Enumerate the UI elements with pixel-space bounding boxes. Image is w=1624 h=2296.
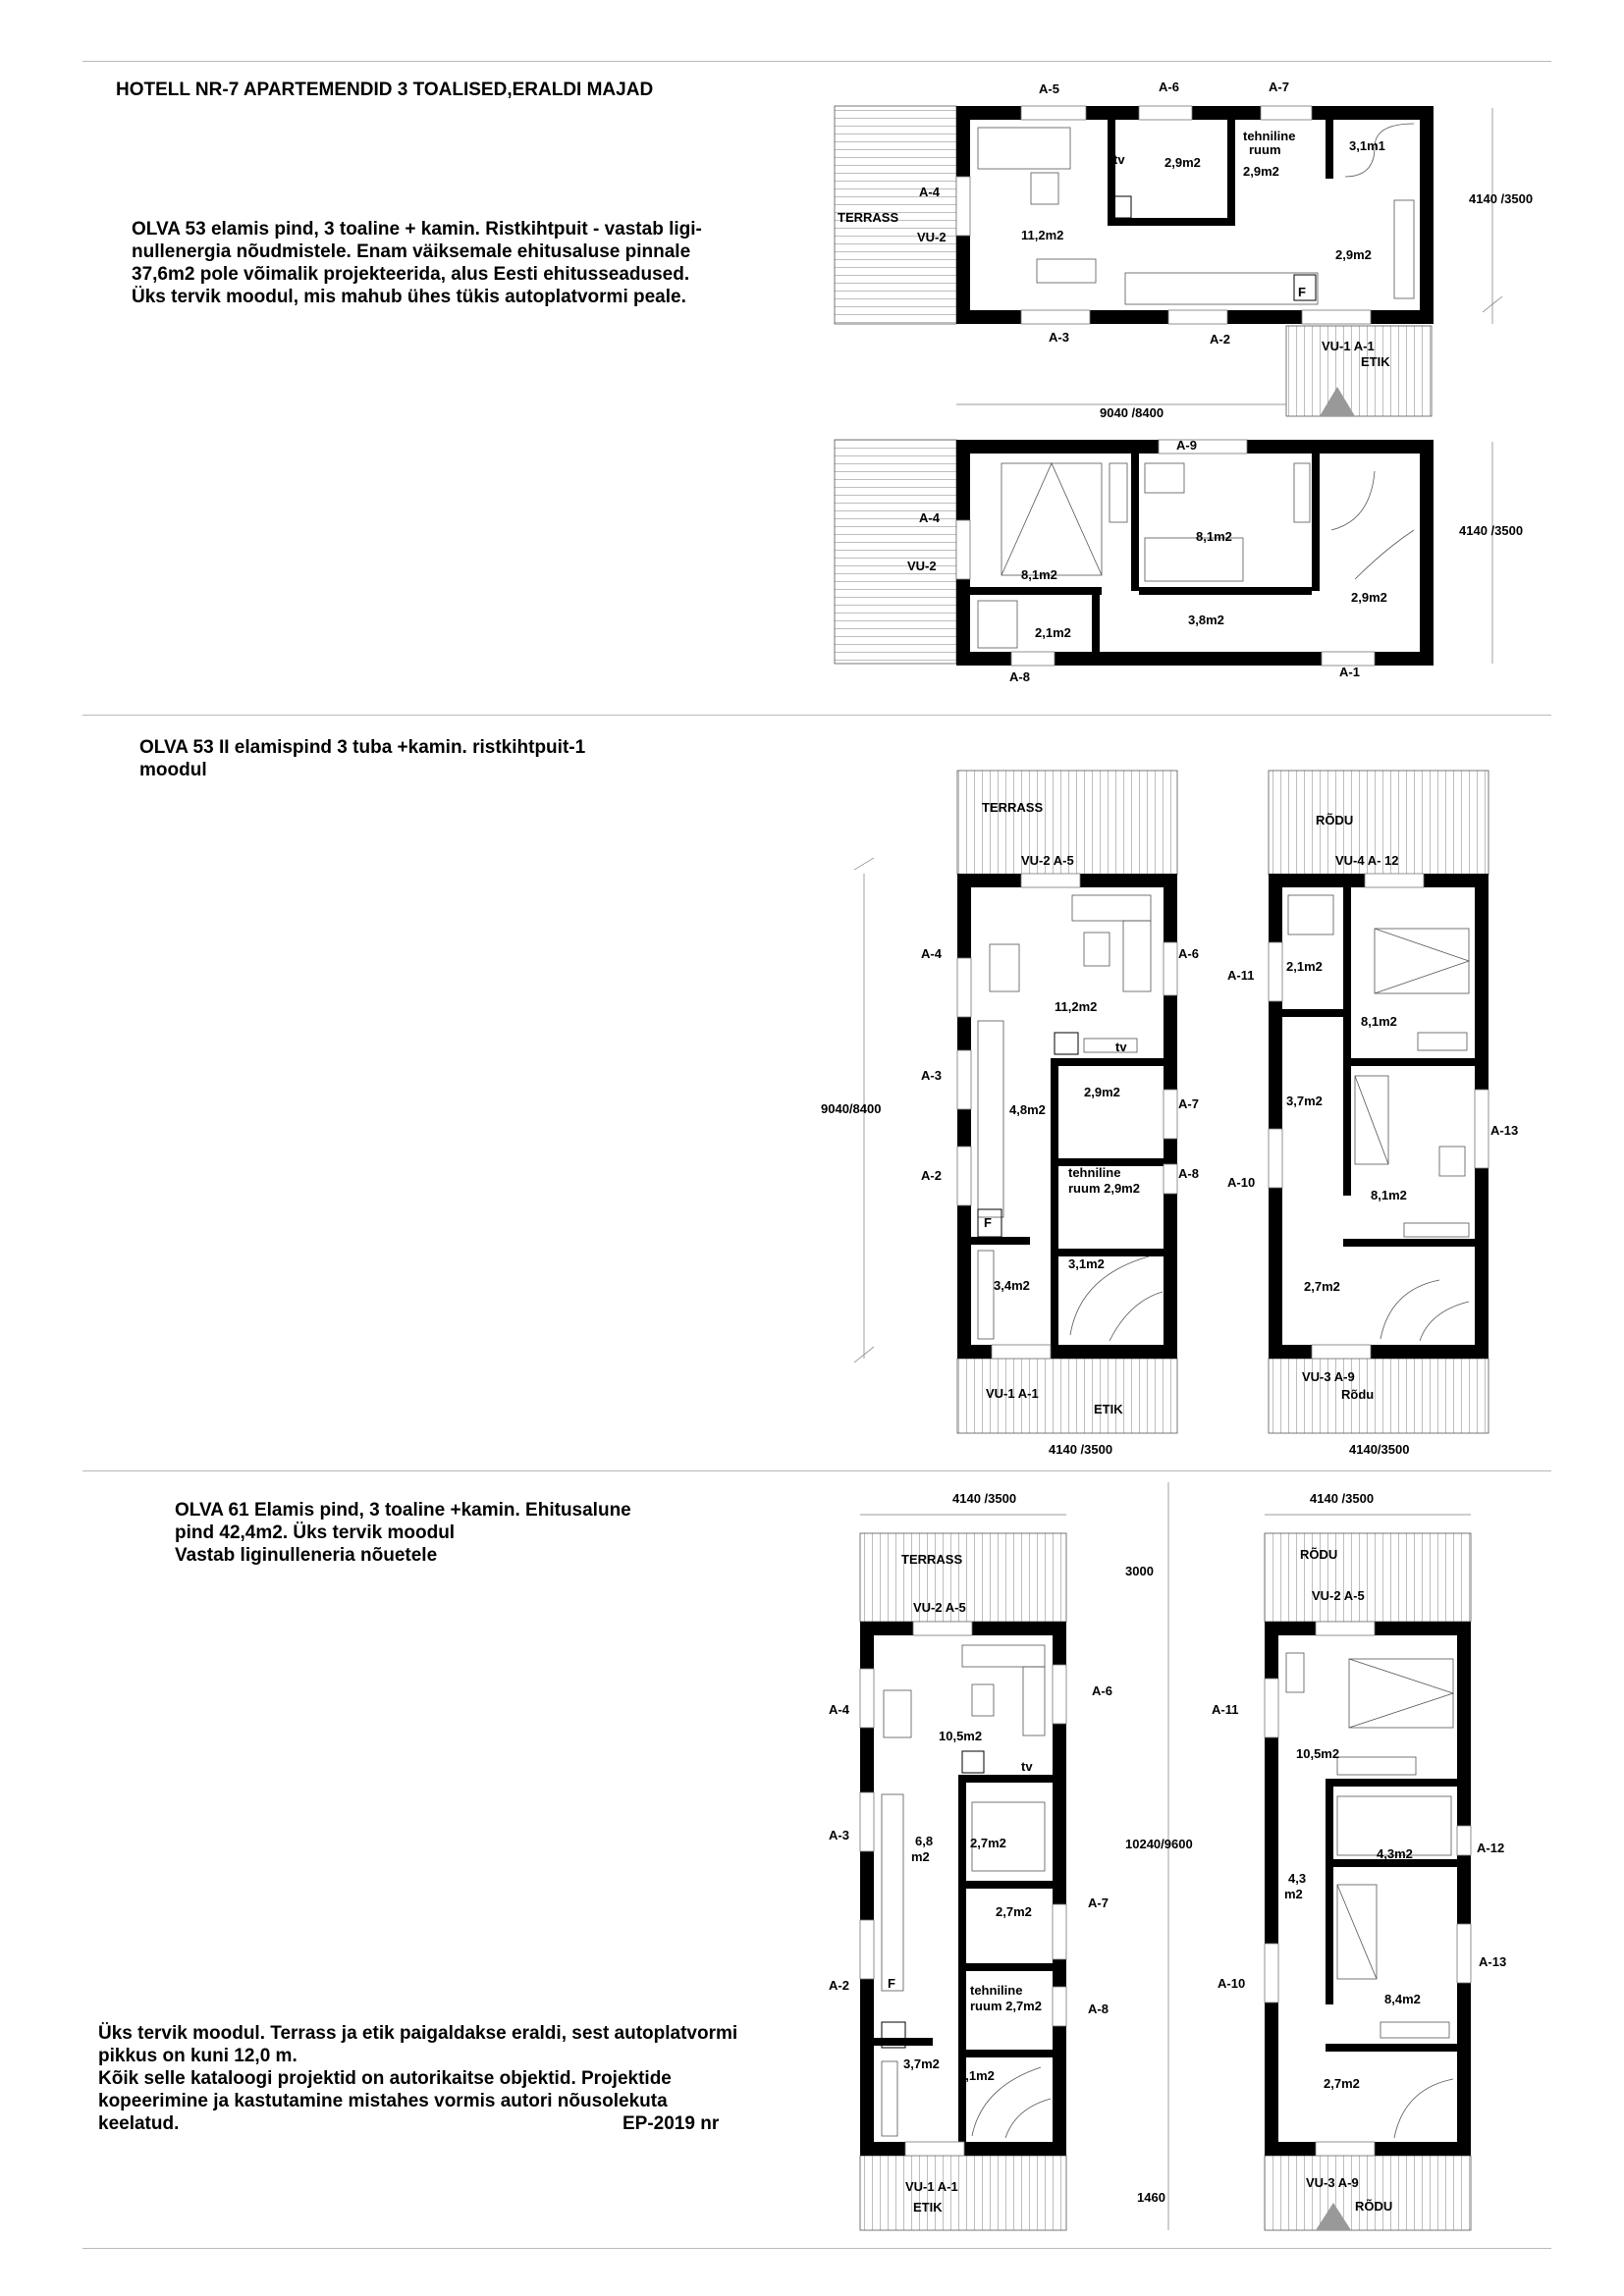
label-a12-6: A-12	[1477, 1841, 1505, 1855]
label-a4-5: A-4	[829, 1702, 849, 1717]
area-bath-2: 2,1m2	[1035, 625, 1071, 640]
area-hall-4: 3,7m2	[1286, 1094, 1323, 1108]
area-technical: 2,9m2	[1243, 164, 1279, 179]
label-a7: A-7	[1269, 80, 1289, 94]
area-stairs-6: 2,7m2	[1324, 2076, 1360, 2091]
label-vu1-a1-3: VU-1 A-1	[986, 1386, 1039, 1401]
label-a4-2: A-4	[919, 510, 940, 525]
area-living-5: 10,5m2	[939, 1729, 983, 1743]
area-hall-6a: 4,3	[1288, 1871, 1307, 1886]
dim-length-5: 10240/9600	[1125, 1837, 1193, 1851]
area-bedroom-2: 8,1m2	[1196, 529, 1232, 544]
label-a8: A-8	[1009, 669, 1030, 684]
label-tehniline-3: tehniline	[1068, 1165, 1121, 1180]
label-etik-1: ETIK	[1361, 354, 1390, 369]
area-stairs: 3,1m1	[1349, 138, 1385, 153]
label-vu2-a5-6: VU-2 A-5	[1312, 1588, 1365, 1603]
area-bath-4: 2,1m2	[1286, 959, 1323, 974]
label-a5: A-5	[1039, 81, 1059, 96]
dim-width-2: 4140 /3500	[1459, 523, 1524, 538]
label-vu1-a1: VU-1 A-1	[1322, 339, 1375, 353]
dim-width-1: 4140 /3500	[1469, 191, 1534, 206]
area-entry-3: 3,4m2	[994, 1278, 1030, 1293]
label-a3-3: A-3	[921, 1068, 942, 1083]
label-a4-3: A-4	[921, 946, 942, 961]
label-a13-6: A-13	[1479, 1954, 1507, 1969]
area-bedroom-6b: 8,4m2	[1384, 1992, 1421, 2006]
label-rodu-caps: RÕDU	[1316, 813, 1354, 828]
area-wc: 2,9m2	[1164, 155, 1201, 170]
label-rodu-caps-6b: RÕDU	[1355, 2199, 1393, 2214]
dim-width-4: 4140/3500	[1349, 1442, 1410, 1457]
label-terrass-2: TERRASS	[982, 800, 1044, 815]
area-bath-6: 4,3m2	[1377, 1846, 1413, 1861]
area-hall-2: 3,8m2	[1188, 613, 1224, 627]
plan-5-olva61-ground	[860, 1482, 1168, 2230]
section-1-description: OLVA 53 elamis pind, 3 toaline + kamin. Ristkihtpuit - vastab ligi- nullenergia nõudmistele. Enam väiksemale ehitusaluse pinnale 37,6m2 pole võimalik projekteerida, alus Eesti ehitusseadused. Üks tervik moodul, mis mahub ühes tükis autoplatvormi peale.	[132, 219, 702, 307]
area-hall: 2,9m2	[1335, 247, 1372, 262]
area-bedroom-1: 8,1m2	[1021, 567, 1057, 582]
dim-width-3: 4140 /3500	[1049, 1442, 1113, 1457]
section-3-description: OLVA 61 Elamis pind, 3 toaline +kamin. Ehitusalune pind 42,4m2. Üks tervik moodul Vastab liginulleneria nõuetele	[175, 1500, 631, 1566]
area-bedroom-6a: 10,5m2	[1296, 1746, 1340, 1761]
footer-note: Üks tervik moodul. Terrass ja etik paigaldakse eraldi, sest autoplatvormi pikkus on kuni 12,0 m. Kõik selle kataloogi projektid on autorikaitse objektid. Projektide kopeerimine ja kastutamine mistahes vormis autori nõusolekuta keelatud.	[98, 2023, 738, 2134]
label-rodu-caps-6: RÕDU	[1300, 1547, 1338, 1562]
label-a7-3: A-7	[1178, 1096, 1199, 1111]
label-rodu: Rõdu	[1341, 1387, 1375, 1402]
label-a3-5: A-3	[829, 1828, 849, 1842]
area-stairs-4: 2,7m2	[1304, 1279, 1340, 1294]
label-a2-3: A-2	[921, 1168, 942, 1183]
area-stairs-5: 3,1m2	[958, 2068, 995, 2083]
label-a11-6: A-11	[1212, 1702, 1239, 1717]
area-living-3: 11,2m2	[1055, 999, 1098, 1014]
label-tehn-ruum-3: ruum 2,9m2	[1068, 1181, 1140, 1196]
label-a4: A-4	[919, 185, 940, 199]
label-a6: A-6	[1159, 80, 1179, 94]
area-living: 11,2m2	[1021, 228, 1064, 242]
label-terrass-1: TERRASS	[838, 210, 899, 225]
label-ruum: ruum	[1249, 142, 1281, 157]
area-bath-5: 2,7m2	[996, 1904, 1032, 1919]
label-vu2-a5: VU-2 A-5	[1021, 853, 1074, 868]
label-a1-2: A-1	[1339, 665, 1360, 679]
area-entry-5: 3,7m2	[903, 2056, 940, 2071]
label-a10-6: A-10	[1218, 1976, 1246, 1991]
label-tv: tv	[1113, 152, 1125, 167]
dim-length-3: 9040/8400	[821, 1101, 882, 1116]
label-a6-5: A-6	[1092, 1683, 1112, 1698]
label-fridge: F	[1298, 285, 1306, 299]
label-vu4-a12: VU-4 A- 12	[1335, 853, 1399, 868]
section-2-description: OLVA 53 II elamispind 3 tuba +kamin. ristkihtpuit-1 moodul	[139, 737, 586, 780]
label-a3: A-3	[1049, 330, 1069, 345]
area-kitchen-5b: m2	[911, 1849, 930, 1864]
label-a2-5: A-2	[829, 1978, 849, 1993]
label-a8-5: A-8	[1088, 2002, 1109, 2016]
label-a13-4: A-13	[1490, 1123, 1519, 1138]
label-tehn-ruum-5: ruum 2,7m2	[970, 1999, 1042, 2013]
label-tehniline-5: tehniline	[970, 1983, 1023, 1998]
area-bedroom-4b: 8,1m2	[1371, 1188, 1407, 1202]
label-a10-4: A-10	[1227, 1175, 1256, 1190]
label-fridge-3: F	[984, 1215, 992, 1230]
label-fridge-5: F	[888, 1976, 895, 1991]
plan-1-ground-floor	[835, 106, 1502, 416]
label-a2: A-2	[1210, 332, 1230, 347]
label-a9: A-9	[1176, 438, 1197, 453]
area-hall-6b: m2	[1284, 1887, 1303, 1901]
label-vu3-a9: VU-3 A-9	[1302, 1369, 1355, 1384]
area-bedroom-4a: 8,1m2	[1361, 1014, 1397, 1029]
label-a11-4: A-11	[1227, 968, 1255, 983]
label-tv-3: tv	[1115, 1040, 1127, 1054]
area-wc-5: 2,7m2	[970, 1836, 1006, 1850]
page-title: HOTELL NR-7 APARTEMENDID 3 TOALISED,ERALDI MAJAD	[116, 80, 654, 100]
label-a8-3: A-8	[1178, 1166, 1199, 1181]
dim-width-5: 4140 /3500	[952, 1491, 1017, 1506]
label-a6-3: A-6	[1178, 946, 1199, 961]
label-vu2: VU-2	[917, 230, 947, 244]
label-tv-5: tv	[1021, 1759, 1033, 1774]
area-kitchen-3: 4,8m2	[1009, 1102, 1046, 1117]
plan-2-upper-floor	[835, 440, 1492, 666]
area-stairs-3: 3,1m2	[1068, 1256, 1105, 1271]
dim-1460: 1460	[1137, 2190, 1165, 2205]
area-stairs-2: 2,9m2	[1351, 590, 1387, 605]
label-a7-5: A-7	[1088, 1896, 1109, 1910]
label-etik-3: ETIK	[1094, 1402, 1123, 1416]
label-vu3-a9-6: VU-3 A-9	[1306, 2175, 1359, 2190]
dim-3000: 3000	[1125, 1564, 1154, 1578]
label-terrass-3: TERRASS	[901, 1552, 963, 1567]
area-wc-3: 2,9m2	[1084, 1085, 1120, 1099]
area-kitchen-5a: 6,8	[915, 1834, 934, 1848]
dim-width-6: 4140 /3500	[1310, 1491, 1375, 1506]
dim-length-1: 9040 /8400	[1100, 405, 1164, 420]
label-vu1-a1-5: VU-1 A-1	[905, 2179, 958, 2194]
label-vu2-a5-5: VU-2 A-5	[913, 1600, 966, 1615]
label-etik-5: ETIK	[913, 2200, 943, 2215]
label-tehniline: tehniline	[1243, 129, 1296, 143]
project-code: EP-2019 nr	[623, 2113, 720, 2134]
label-vu2-2: VU-2	[907, 559, 937, 573]
